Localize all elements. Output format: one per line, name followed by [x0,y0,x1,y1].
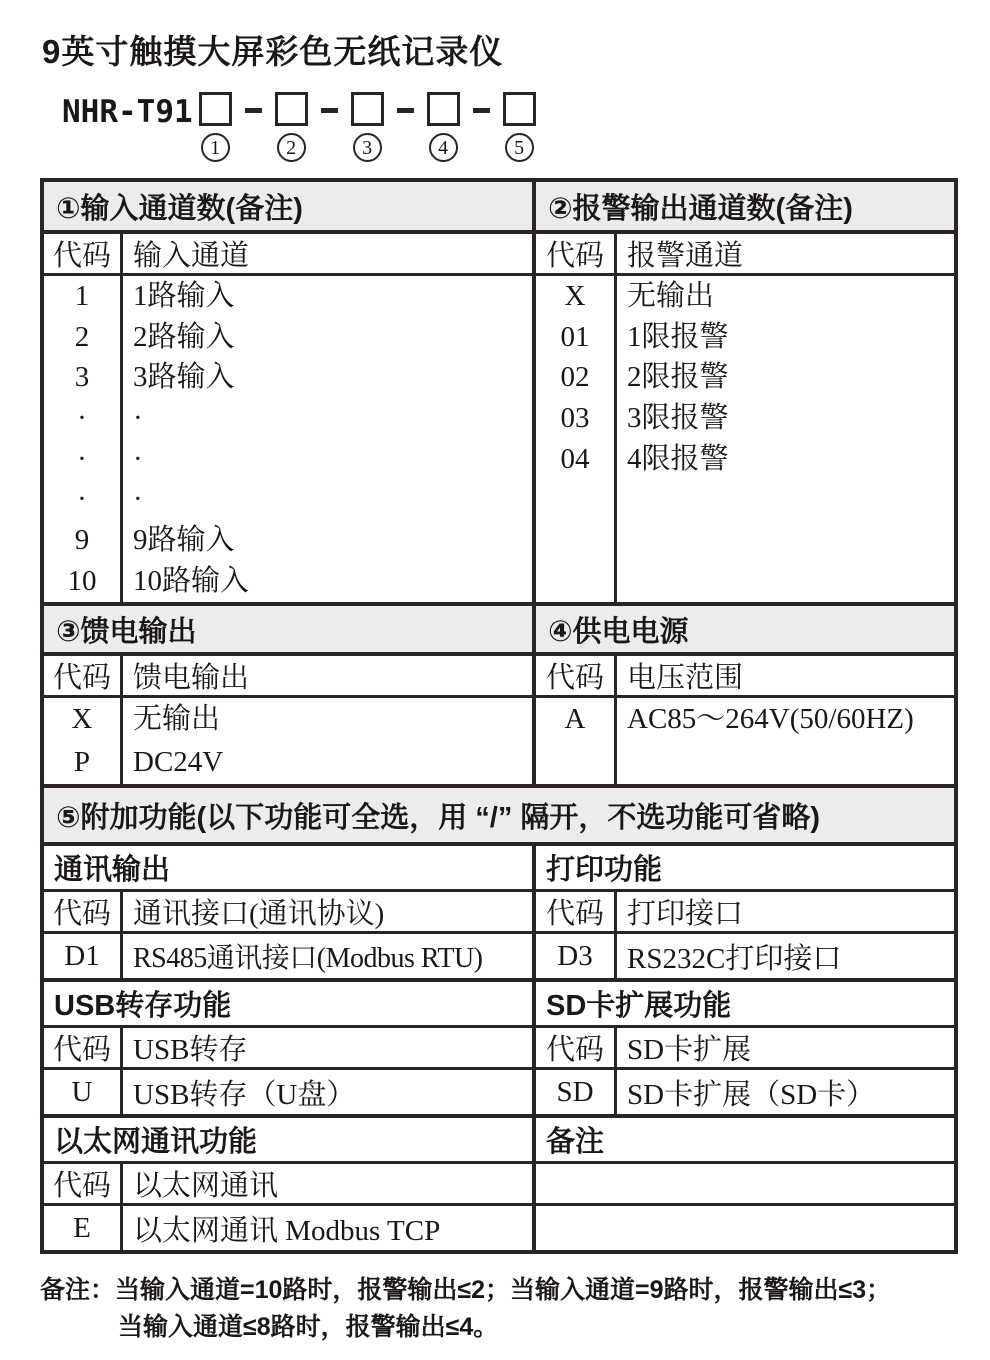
desc-header: USB转存 [133,1034,248,1066]
code-header: 代码 [536,1028,617,1067]
footnote-line-2: 当输入通道≤8路时，报警输出≤4。 [118,1313,499,1341]
subsection-print [536,846,954,978]
desc-cell: RS485通讯接口(Modbus RTU) [133,943,483,974]
code-column: X 01 02 03 04 [536,276,617,602]
model-digit-box-1 [199,92,232,126]
section-title-power: ④供电电源 [536,606,954,656]
code-header: 代码 [44,892,123,931]
position-circle-3: 3 [353,133,382,162]
model-position-4 [427,92,460,162]
code-cell: U [44,1070,123,1114]
column-header-row [536,234,954,276]
desc-header: 馈电输出 [133,662,250,694]
desc-column: AC85～264V(50/60HZ) [627,703,914,735]
subsection-title-print: 打印功能 [536,846,954,892]
dash-separator [321,108,338,113]
model-digit-box-3 [351,92,384,126]
position-circle-4: 4 [429,133,458,162]
section-feed-output [44,606,536,784]
subsection-title-communication: 通讯输出 [44,846,532,892]
model-position-2 [275,92,308,162]
band-ethernet-remark [44,1118,954,1250]
feed-output-rows [44,698,532,784]
code-header: 代码 [536,892,617,931]
code-column: X P [44,698,123,784]
dash-separator [245,108,262,113]
subsection-title-remark: 备注 [536,1118,954,1164]
desc-header: 以太网通讯 [133,1170,279,1202]
desc-header: SD卡扩展 [627,1034,752,1066]
code-header: 代码 [44,656,123,695]
table-row [44,934,532,978]
desc-header: 输入通道 [133,240,250,272]
desc-header: 通讯接口(通讯协议) [133,898,385,930]
code-header: 代码 [44,234,123,273]
band-usb-sd [44,982,954,1118]
code-header: 代码 [536,656,617,695]
column-header-row [536,1028,954,1070]
section-power-supply [536,606,954,784]
subsection-title-ethernet: 以太网通讯功能 [44,1118,532,1164]
table-row [536,934,954,978]
model-digit-box-2 [275,92,308,126]
section-title-alarm: ②报警输出通道数(备注) [536,182,954,234]
column-header-row [44,234,532,276]
input-channel-rows [44,276,532,602]
model-position-5 [503,92,536,162]
column-header-row [536,892,954,934]
model-prefix: NHR-T91 [62,94,193,130]
table-row [536,1070,954,1114]
position-circle-2: 2 [277,133,306,162]
column-header-row [44,892,532,934]
desc-cell: RS232C打印接口 [627,942,842,975]
code-cell: SD [536,1070,617,1114]
code-column: 1 2 3 · · · 9 10 [44,276,123,602]
code-cell: E [44,1206,123,1250]
model-position-3 [351,92,384,162]
subsection-usb [44,982,536,1114]
band-feed-power [44,606,954,788]
desc-column: 无输出 1限报警 2限报警 3限报警 4限报警 [627,280,729,475]
position-circle-1: 1 [201,133,230,162]
position-circle-5: 5 [505,133,534,162]
code-header: 代码 [44,1028,123,1067]
desc-column: 1路输入 2路输入 3路输入 · · · 9路输入 10路输入 [133,280,250,597]
model-digit-box-4 [427,92,460,126]
section-title-additional: ⑤附加功能(以下功能可全选，用 “/” 隔开，不选功能可省略) [44,788,954,842]
desc-header: 打印接口 [627,898,744,930]
remark-empty-row [536,1164,954,1206]
table-row [44,1070,532,1114]
dash-separator [473,108,490,113]
section-title-feed: ③馈电输出 [44,606,532,656]
footnote-line-1: 备注：当输入通道=10路时，报警输出≤2；当输入通道=9路时，报警输出≤3； [40,1276,892,1304]
column-header-row [44,656,532,698]
subsection-title-sd: SD卡扩展功能 [536,982,954,1028]
code-cell: D3 [536,934,617,978]
model-position-1 [199,92,232,162]
band-input-alarm [44,182,954,606]
code-cell: D1 [44,934,123,978]
ordering-code-table [40,178,958,1254]
column-header-row [44,1164,532,1206]
remark-empty-row [536,1206,954,1250]
column-header-row [536,656,954,698]
desc-column: 无输出 DC24V [133,703,224,778]
footnote [40,1272,891,1346]
desc-cell: USB转存（U盘） [133,1078,356,1111]
power-supply-rows [536,698,954,784]
page-title: 9英寸触摸大屏彩色无纸记录仪 [42,33,504,70]
desc-header: 报警通道 [627,240,744,272]
subsection-ethernet [44,1118,536,1250]
band-comm-print [44,846,954,982]
dash-separator [397,108,414,113]
alarm-channel-rows [536,276,954,602]
subsection-title-usb: USB转存功能 [44,982,532,1028]
model-digit-box-5 [503,92,536,126]
column-header-row [44,1028,532,1070]
desc-header: 电压范围 [627,662,744,694]
model-code-line [62,92,536,162]
desc-cell: SD卡扩展（SD卡） [627,1078,876,1111]
code-column: A [536,698,617,784]
section-alarm-outputs [536,182,954,602]
table-row [44,1206,532,1250]
code-header: 代码 [536,234,617,273]
desc-cell: 以太网通讯 Modbus TCP [133,1214,441,1247]
subsection-communication [44,846,536,978]
subsection-remark [536,1118,954,1250]
subsection-sd [536,982,954,1114]
section-input-channels [44,182,536,602]
band-additional-functions [44,788,954,846]
section-title-input: ①输入通道数(备注) [44,182,532,234]
code-header: 代码 [44,1164,123,1203]
